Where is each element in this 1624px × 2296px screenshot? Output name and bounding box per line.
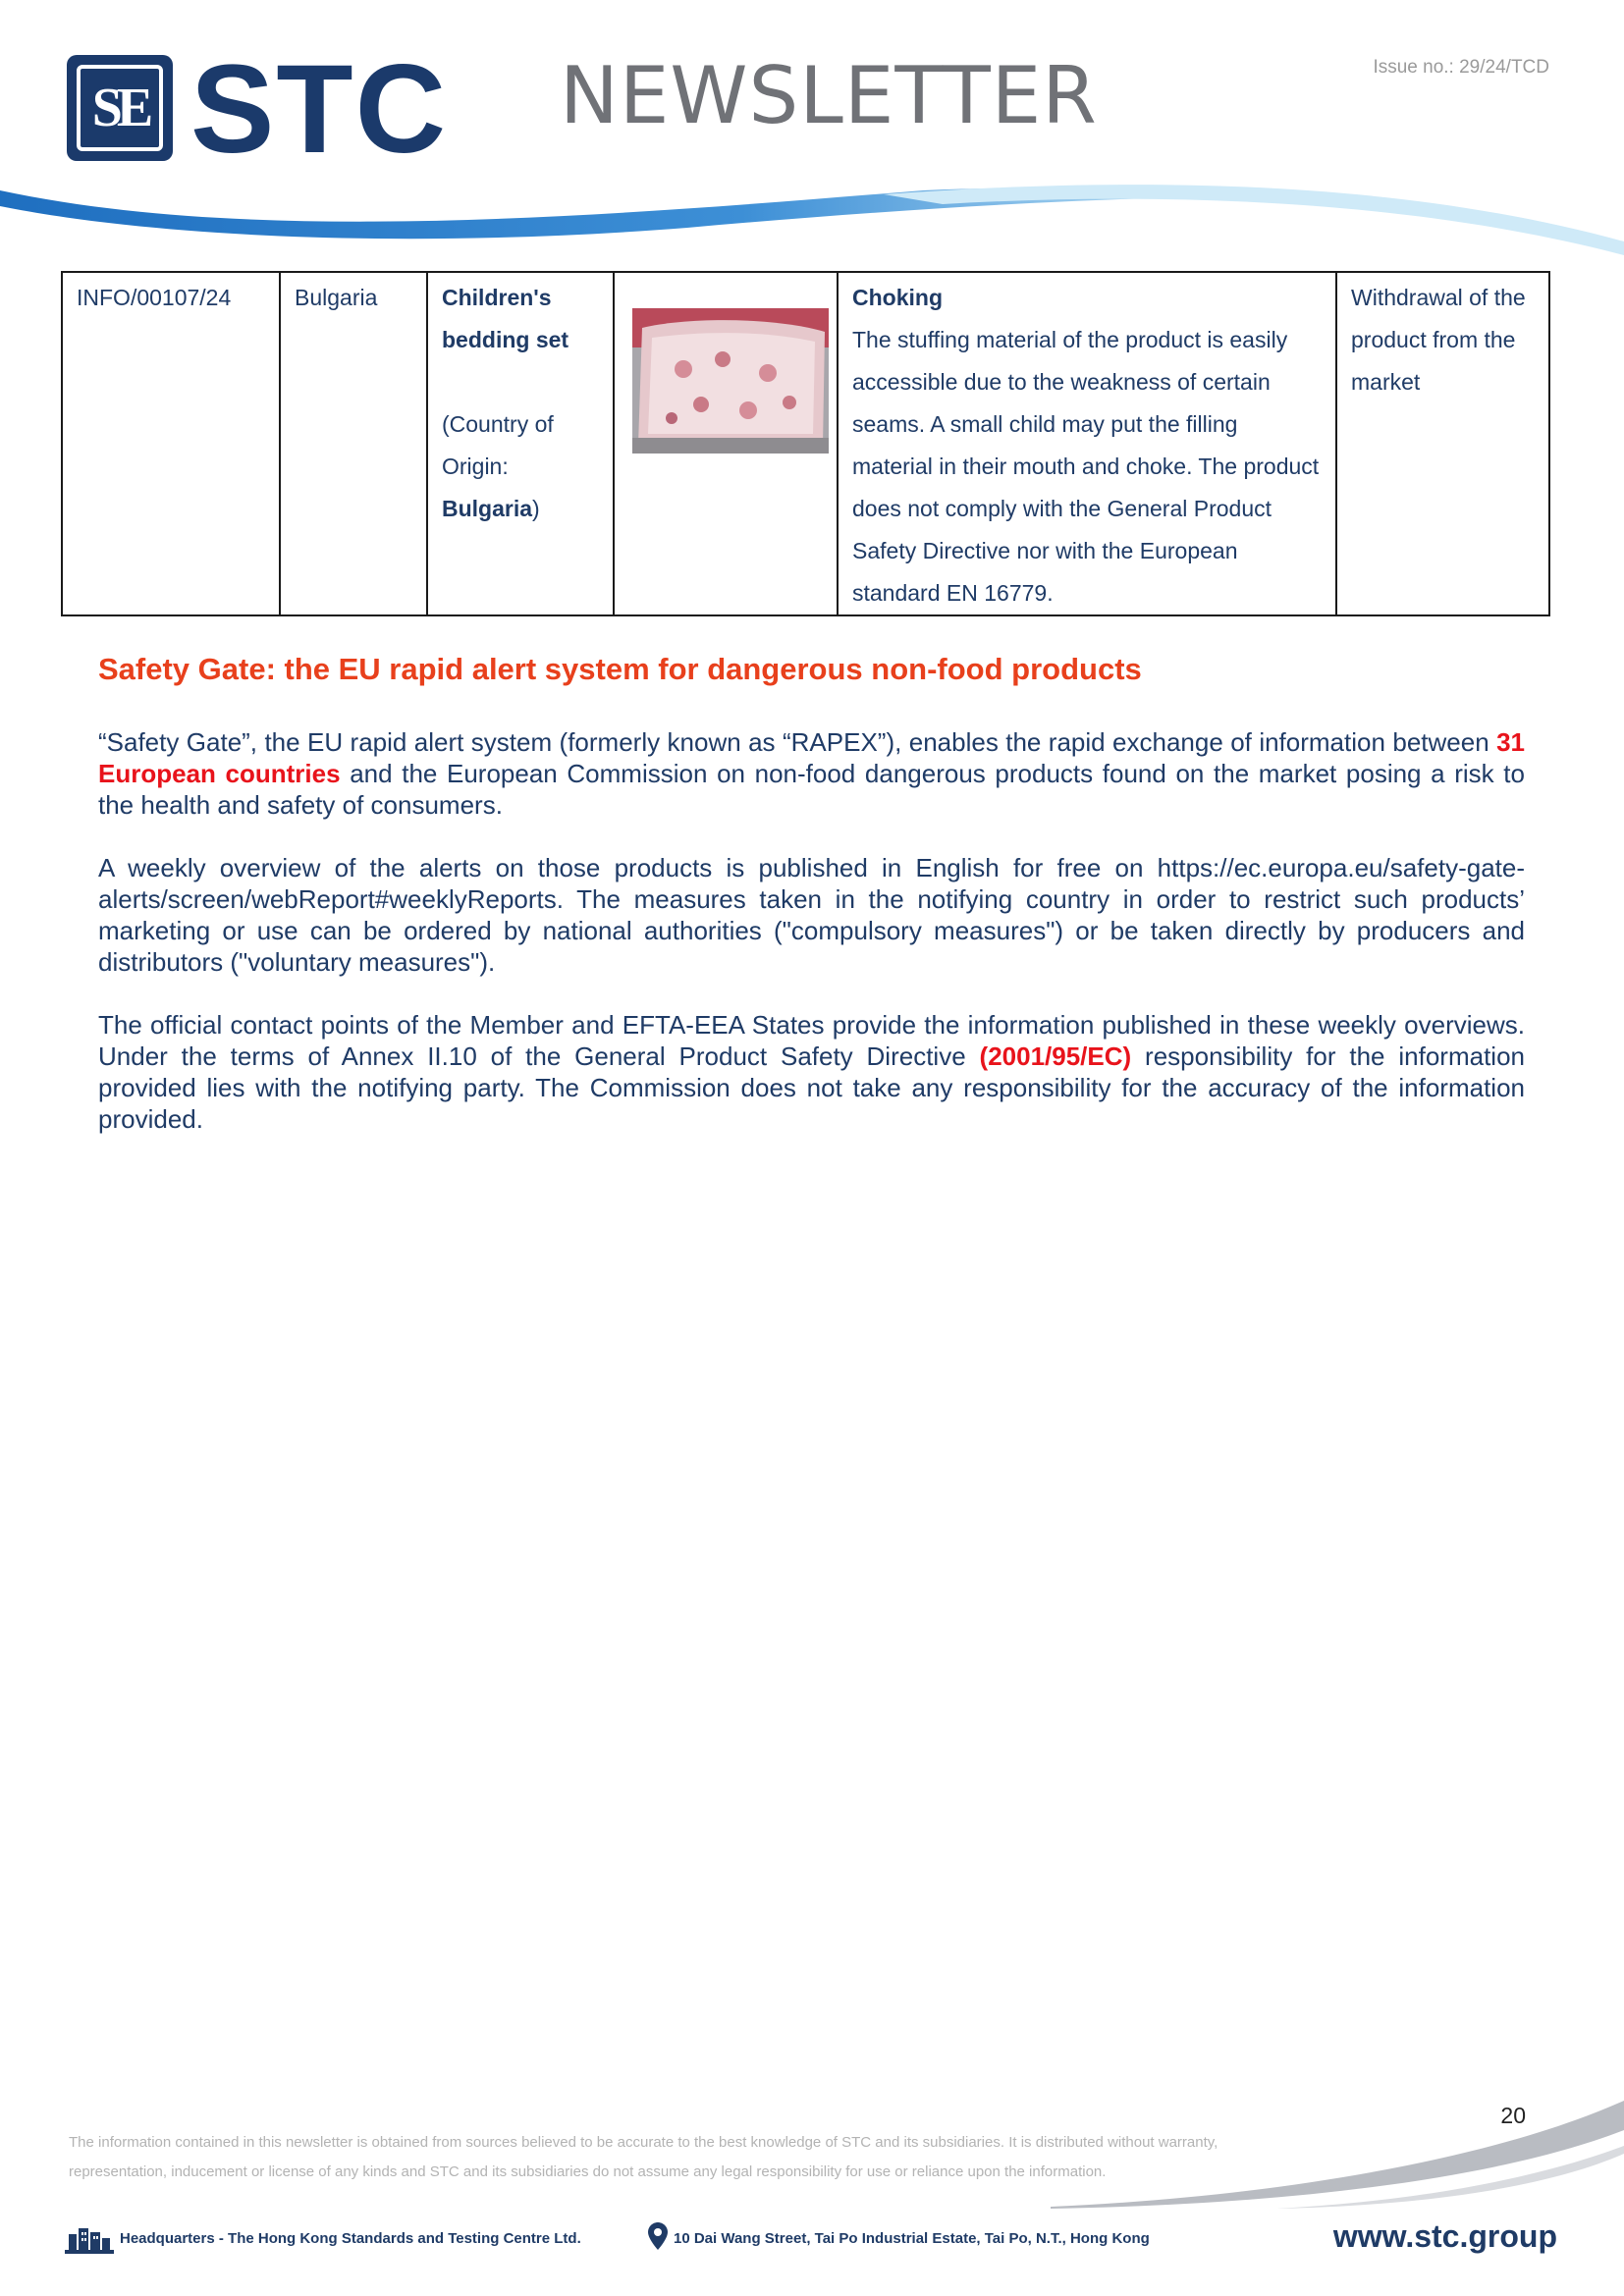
product-origin <box>442 403 599 530</box>
p3-text-a: The official contact points of the Member and EFTA-EEA States provide the information published in these weekly overviews. Under the terms of Annex II.10 of the General Product Safety Directive <box>98 1010 1525 1071</box>
headquarters-address: 10 Dai Wang Street, Tai Po Industrial Estate, Tai Po, N.T., Hong Kong <box>674 2230 1150 2247</box>
newsletter-title: NEWSLETTER <box>560 50 1098 141</box>
footer-contact-bar <box>65 2220 1557 2260</box>
origin-country: Bulgaria <box>442 496 533 521</box>
alert-reference-cell <box>62 272 280 615</box>
p1-text-a: “Safety Gate”, the EU rapid alert system (formerly known as “RAPEX”), enables the rapid exchange of information between <box>98 727 1497 757</box>
p3-text-b: responsibility for the information provided lies with the notifying party. The Commission does not take any responsibility for the accuracy of the information provided. <box>98 1041 1525 1134</box>
paragraph-safety-gate-intro <box>98 726 1525 821</box>
origin-prefix: (Country of Origin: <box>442 411 554 479</box>
header-swoosh-decoration <box>0 177 1624 265</box>
measure-taken: Withdrawal of the product from the market <box>1351 285 1526 395</box>
alert-country-cell <box>280 272 427 615</box>
product-photo-cell <box>614 272 838 615</box>
website-link[interactable]: www.stc.group <box>1332 2218 1557 2254</box>
alert-country: Bulgaria <box>295 285 378 310</box>
p3-highlight: (2001/95/EC) <box>979 1041 1132 1071</box>
alert-reference: INFO/00107/24 <box>77 285 232 310</box>
logo-wordmark: STC <box>190 39 448 180</box>
risk-description: The stuffing material of the product is easily accessible due to the weakness of certain seams. A small child may put the filling material in their mouth and choke. The product does not comply with the General Product Safety Directive nor with the European standard EN 16779. <box>852 327 1320 606</box>
headquarters-label: Headquarters - The Hong Kong Standards and Testing Centre Ltd. <box>120 2230 581 2247</box>
p1-text-b: and the European Commission on non-food dangerous products found on the market posing a risk to the health and safety of consumers. <box>98 759 1525 820</box>
measure-cell <box>1336 272 1549 615</box>
logo-mark-letters: SE <box>77 65 163 151</box>
p1-highlight: 31 European countries <box>98 727 1525 788</box>
product-cell <box>427 272 614 615</box>
alert-table <box>61 271 1550 616</box>
table-row <box>62 272 1549 615</box>
product-name: Children's bedding set <box>442 285 569 352</box>
issue-number: Issue no.: 29/24/TCD <box>1373 57 1549 78</box>
risk-type: Choking <box>852 285 943 310</box>
building-icon <box>65 2224 114 2254</box>
paragraph-contact-points <box>98 1009 1525 1135</box>
disclaimer-text: The information contained in this newsletter is obtained from sources believed to be accurate to the best knowledge of STC and its subsidiaries. It is distributed without warranty, representation, inducement or license of any kinds and STC and its subsidiaries do not assume any legal responsibility for use or reliance upon the information. <box>69 2134 1218 2180</box>
page-number: 20 <box>1500 2103 1526 2128</box>
location-pin-icon <box>648 2222 668 2250</box>
origin-suffix: ) <box>532 496 540 521</box>
risk-cell <box>838 272 1336 615</box>
stc-logo-mark <box>67 55 173 161</box>
product-photo <box>632 308 829 454</box>
section-title: Safety Gate: the EU rapid alert system for dangerous non-food products <box>98 652 1142 686</box>
paragraph-weekly-overview: A weekly overview of the alerts on those products is published in English for free on https://ec.europa.eu/safety-gate-alerts/screen/webReport#weeklyReports. The measures taken in the notifying country in order to restrict such products’ marketing or use can be ordered by national authorities ("compulsory measures") or be taken directly by producers and distributors ("voluntary measures"). <box>98 853 1525 977</box>
